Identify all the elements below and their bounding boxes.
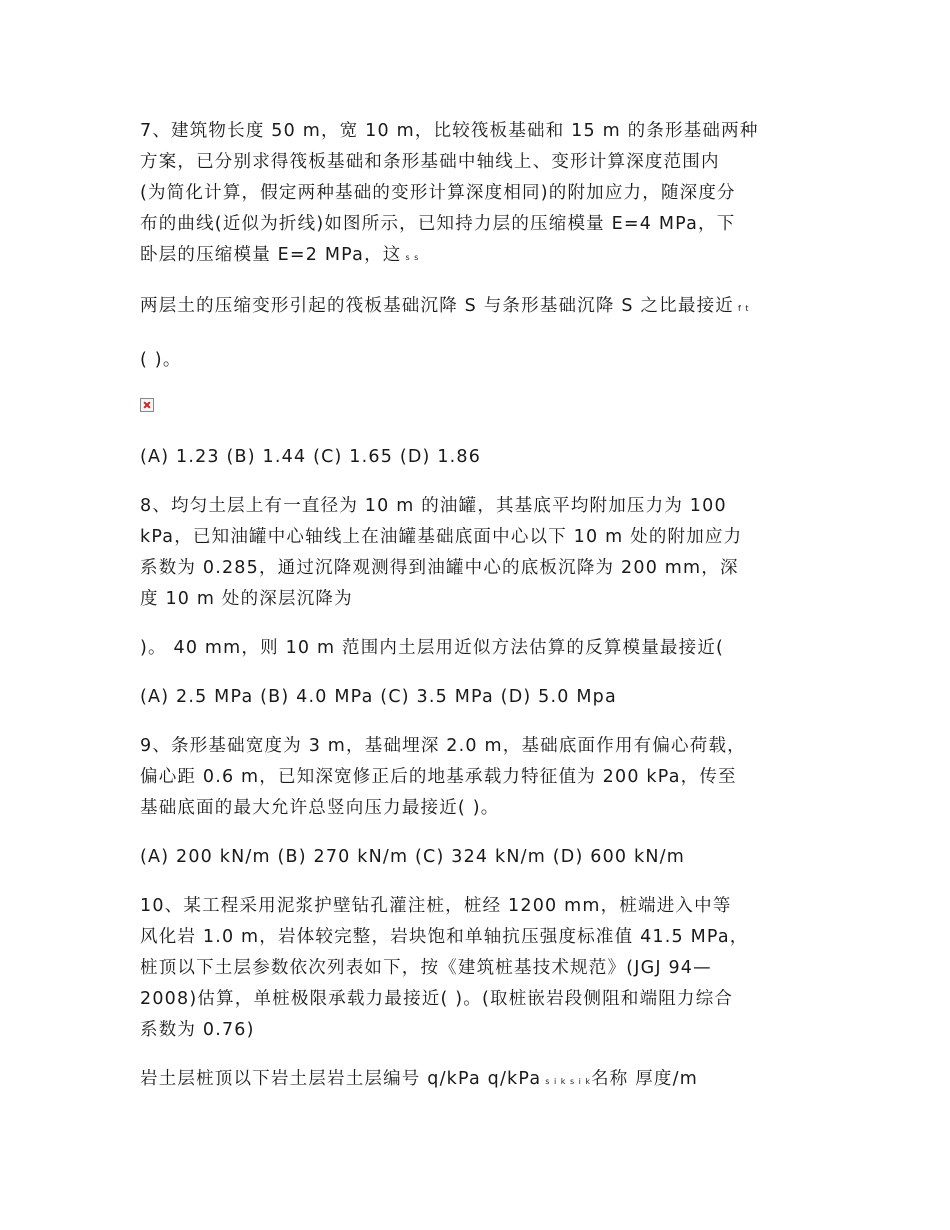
table-header-columns: 岩土层桩顶以下岩土层岩土层编号 q/kPa q/kPa — [140, 1069, 542, 1089]
question-8-line-2: kPa，已知油罐中心轴线上在油罐基础底面中心以下 10 m 处的附加应力 — [140, 527, 743, 547]
document-page — [140, 116, 820, 1115]
question-7-line-3: (为简化计算，假定两种基础的变形计算深度相同)的附加应力，随深度分 — [140, 183, 736, 203]
question-7-prompt — [140, 345, 820, 376]
question-9-line-2: 偏心距 0.6 m，已知深宽修正后的地基承载力特征值为 200 kPa，传至 — [140, 767, 737, 787]
question-7-line-4: 布的曲线(近似为折线)如图所示，已知持力层的压缩模量 E=4 MPa，下 — [140, 214, 736, 234]
question-9-options — [140, 842, 820, 873]
question-9-line-3: 基础底面的最大允许总竖向压力最接近( )。 — [140, 798, 500, 818]
question-9 — [140, 731, 820, 824]
question-7-line-1: 7、建筑物长度 50 m，宽 10 m，比较筏板基础和 15 m 的条形基础两种 — [140, 121, 759, 141]
question-8-line-3: 系数为 0.285，通过沉降观测得到油罐中心的底板沉降为 200 mm，深 — [140, 558, 739, 578]
question-8-options-text: (A) 2.5 MPa (B) 4.0 MPa (C) 3.5 MPa (D) 5.0 Mpa — [140, 687, 617, 707]
question-10-table-header — [140, 1064, 820, 1097]
table-header-columns-tail: 名称 厚度/m — [591, 1069, 698, 1089]
question-7-line-7: ( )。 — [140, 350, 182, 370]
question-7-figure — [140, 394, 820, 442]
question-7 — [140, 116, 820, 273]
question-7-continuation — [140, 291, 820, 324]
question-7-options — [140, 442, 820, 473]
question-7-line-5: 卧层的压缩模量 E=2 MPa，这 — [140, 245, 402, 265]
question-7-line-6-subscript: f t — [737, 304, 750, 313]
question-8-line-4: 度 10 m 处的深层沉降为 — [140, 589, 353, 609]
question-9-line-1: 9、条形基础宽度为 3 m，基础埋深 2.0 m，基础底面作用有偏心荷载， — [140, 736, 746, 756]
table-header-subscript: s i k s i k — [545, 1077, 592, 1086]
question-10 — [140, 891, 820, 1046]
question-8-continuation — [140, 633, 820, 664]
question-7-text — [140, 116, 820, 273]
question-8-options — [140, 682, 820, 713]
question-8-text — [140, 491, 820, 615]
question-10-line-5: 系数为 0.76) — [140, 1020, 255, 1040]
question-10-line-3: 桩顶以下土层参数依次列表如下，按《建筑桩基技术规范》(JGJ 94— — [140, 958, 712, 978]
question-9-text — [140, 731, 820, 824]
question-10-line-1: 10、某工程采用泥浆护壁钻孔灌注桩，桩经 1200 mm，桩端进入中等 — [140, 896, 732, 916]
question-8-line-5: )。 40 mm，则 10 m 范围内土层用近似方法估算的反算模量最接近( — [140, 638, 725, 658]
question-7-line-2: 方案，已分别求得筏板基础和条形基础中轴线上、变形计算深度范围内 — [140, 152, 720, 172]
broken-image-icon — [140, 398, 154, 412]
question-9-options-text: (A) 200 kN/m (B) 270 kN/m (C) 324 kN/m (D) 600 kN/m — [140, 847, 685, 867]
question-8 — [140, 491, 820, 615]
question-10-line-2: 风化岩 1.0 m，岩体较完整，岩块饱和单轴抗压强度标准值 41.5 MPa， — [140, 927, 749, 947]
question-7-line-5-subscript: s s — [405, 253, 420, 262]
question-7-line-6: 两层土的压缩变形引起的筏板基础沉降 S 与条形基础沉降 S 之比最接近 — [140, 296, 734, 316]
question-8-line-1: 8、均匀土层上有一直径为 10 m 的油罐，其基底平均附加压力为 100 — [140, 496, 727, 516]
question-10-line-4: 2008)估算，单桩极限承载力最接近( )。(取桩嵌岩段侧阻和端阻力综合 — [140, 989, 734, 1009]
question-10-text — [140, 891, 820, 1046]
question-7-options-text: (A) 1.23 (B) 1.44 (C) 1.65 (D) 1.86 — [140, 447, 482, 467]
